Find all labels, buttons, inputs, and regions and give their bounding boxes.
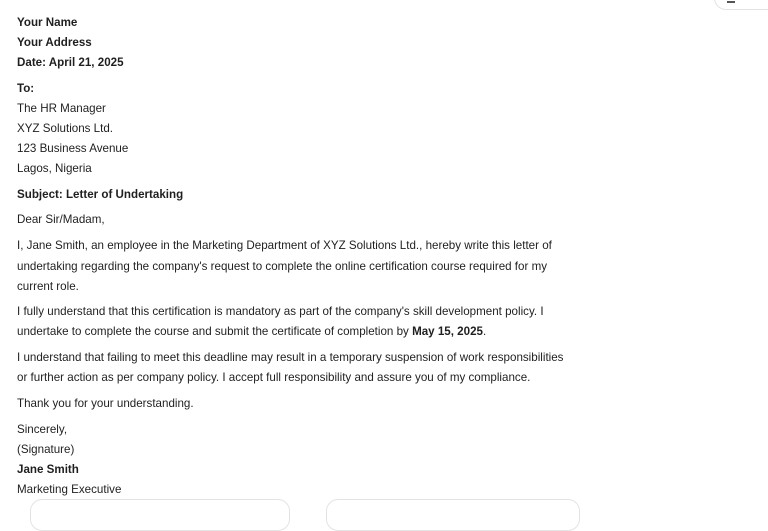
recipient-line: XYZ Solutions Ltd. xyxy=(17,122,114,135)
subject-line: Subject: Letter of Undertaking xyxy=(17,188,184,201)
recipient-line: Lagos, Nigeria xyxy=(17,162,92,175)
recipient-line: The HR Manager xyxy=(17,102,106,115)
paragraph-text: undertake to complete the course and submit the certificate of completion by xyxy=(17,325,413,338)
sender-name: Your Name xyxy=(17,16,78,29)
salutation: Dear Sir/Madam, xyxy=(17,213,105,226)
sign-off: Sincerely, xyxy=(17,423,68,436)
bottom-card-left[interactable] xyxy=(30,499,290,531)
paragraph-line: I fully understand that this certification is mandatory as part of the company's skill development policy. I xyxy=(17,305,544,318)
paragraph-line xyxy=(17,325,486,339)
top-right-panel[interactable] xyxy=(714,0,768,10)
paragraph-line: or further action as per company policy. I accept full responsibility and assure you of my compliance. xyxy=(17,371,531,384)
paragraph-text: . xyxy=(482,325,487,338)
paragraph-line: current role. xyxy=(17,280,79,293)
signer-title: Marketing Executive xyxy=(17,483,122,496)
paragraph-line: I, Jane Smith, an employee in the Marketing Department of XYZ Solutions Ltd., hereby write this letter of xyxy=(17,239,552,252)
paragraph-line: undertaking regarding the company's request to complete the online certification course required for my xyxy=(17,260,548,273)
sender-address: Your Address xyxy=(17,36,92,49)
panel-icon xyxy=(727,1,735,3)
signer-name: Jane Smith xyxy=(17,463,79,476)
bottom-card-right[interactable] xyxy=(326,499,580,531)
signature-placeholder: (Signature) xyxy=(17,443,75,456)
thank-you-line: Thank you for your understanding. xyxy=(17,397,194,410)
to-label: To: xyxy=(17,82,35,95)
paragraph-line: I understand that failing to meet this deadline may result in a temporary suspension of work responsibilities xyxy=(17,351,564,364)
deadline-date: May 15, 2025 xyxy=(412,325,483,338)
recipient-line: 123 Business Avenue xyxy=(17,142,129,155)
letter-date: Date: April 21, 2025 xyxy=(17,56,124,69)
